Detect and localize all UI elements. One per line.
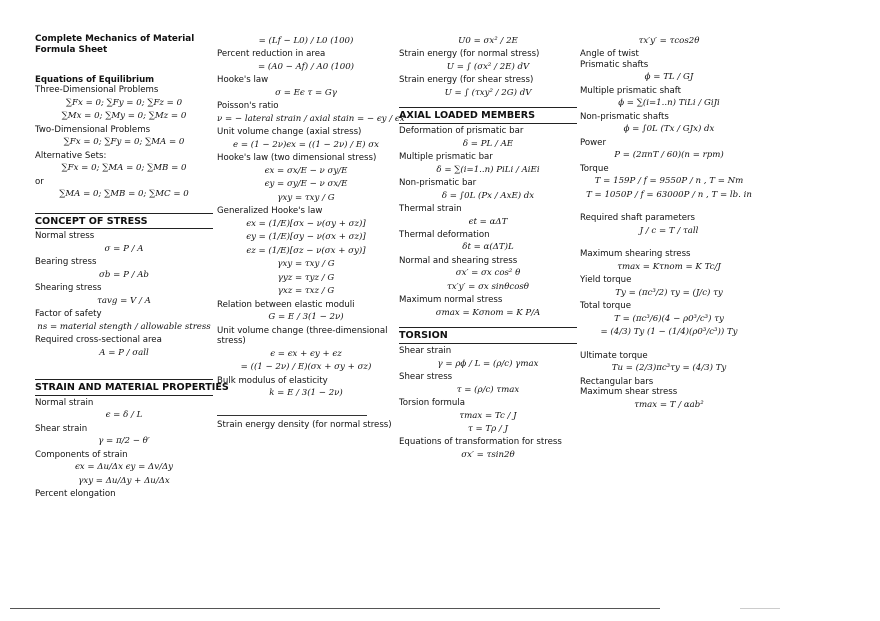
torsion-shear-stress-eq: τ = (ρ/c) τmax — [456, 384, 520, 395]
u0-eq: U0 = σx² / 2E — [458, 36, 518, 46]
column-3 — [399, 34, 577, 463]
deformation-label: Deformation of prismatic bar — [399, 126, 524, 137]
strain-properties-heading: STRAIN AND MATERIAL PROPERTIES — [35, 379, 213, 396]
generalized-eq-5: γyz = τyz / G — [277, 272, 335, 283]
deformation-eq: δ = PL / AE — [462, 138, 514, 149]
generalized-eq-3: ϵz = (1/E)[σz − ν(σx + σy)] — [246, 245, 366, 256]
ultimate-torque-eq: Tu = (2/3)πc³τy = (4/3) Ty — [611, 363, 727, 374]
total-torque-eq-1: T = (πc³/6)(4 − ρ0³/c³) τy — [614, 313, 724, 324]
factor-safety-label: Factor of safety — [35, 309, 102, 320]
multiple-prismatic-eq: δ = ∑(i=1..n) PiLi / AiEi — [436, 164, 540, 175]
components-label: Components of strain — [35, 449, 128, 460]
generalized-eq-4: γxy = τxy / G — [277, 259, 335, 270]
unit-volume-3d-label: Unit volume change (three-dimensional stress) — [217, 325, 388, 347]
strain-energy-shear-label: Strain energy (for shear stress) — [399, 75, 534, 86]
max-normal-label: Maximum normal stress — [399, 295, 503, 306]
multiple-prismatic-shaft-label: Multiple prismatic shaft — [580, 85, 682, 96]
hookes-2d-label: Hooke's law (two dimensional stress) — [217, 153, 377, 164]
alt-set-2-eq: ∑MA = 0; ∑MB = 0; ∑MC = 0 — [59, 189, 189, 200]
non-prismatic-label: Non-prismatic bar — [399, 178, 477, 189]
shearing-stress-eq: τavg = V / A — [97, 295, 151, 306]
normal-strain-eq: ϵ = δ / L — [105, 410, 143, 421]
torsion-heading: TORSION — [399, 327, 577, 344]
two-dim-label: Two-Dimensional Problems — [35, 124, 151, 135]
equilibrium-heading: Equations of Equilibrium — [35, 74, 155, 85]
hookes-2d-eq-3: γxy = τxy / G — [277, 192, 335, 203]
torque-label: Torque — [580, 163, 609, 174]
factor-safety-eq: ns = material stength / allowable stress — [37, 321, 211, 332]
alt-set-1-eq: ∑Fx = 0; ∑MA = 0; ∑MB = 0 — [61, 163, 187, 174]
unit-volume-3d-eq-1: ϵ = ϵx + ϵy + ϵz — [270, 348, 342, 359]
hookes-law-eq: σ = Eϵ τ = Gγ — [275, 87, 337, 98]
strain-energy-normal-eq: U = ∫ (σx² / 2E) dV — [446, 61, 530, 72]
components-eq-1: ϵx = Δu/Δx ϵy = Δv/Δy — [74, 462, 174, 473]
strain-energy-shear-eq: U = ∫ (τxy² / 2G) dV — [444, 87, 532, 98]
hookes-2d-eq-1: ϵx = σx/E − ν σy/E — [264, 165, 348, 176]
transformation-eq-2: τx′y′ = τcos2θ — [638, 36, 700, 46]
max-normal-eq: σmax = Kσnom = K P/A — [435, 307, 541, 318]
hookes-2d-eq-2: ϵy = σy/E − ν σx/E — [264, 179, 348, 190]
three-dim-forces-eq: ∑Fx = 0; ∑Fy = 0; ∑Fz = 0 — [65, 97, 183, 108]
power-label: Power — [580, 137, 606, 148]
total-torque-eq-2: = (4/3) Ty (1 − (1/4)(ρ0³/c³)) Ty — [600, 327, 738, 338]
or-label: or — [35, 176, 44, 187]
max-shear-stress-label: Maximum shear stress — [580, 387, 678, 398]
unit-volume-3d-eq-2: = ((1 − 2ν) / E)(σx + σy + σz) — [240, 362, 372, 373]
yield-torque-eq: Ty = (πc³/2) τy = (J/c) τy — [615, 287, 723, 298]
torsion-shear-strain-eq: γ = ρϕ / L = (ρ/c) γmax — [437, 358, 539, 369]
thermal-deformation-label: Thermal deformation — [399, 230, 490, 240]
generalized-eq-1: ϵx = (1/E)[σx − ν(σy + σz)] — [246, 218, 366, 229]
bearing-stress-eq: σb = P / Ab — [99, 269, 149, 280]
bulk-modulus-eq: k = E / 3(1 − 2ν) — [269, 388, 343, 399]
normal-shearing-eq-1: σx′ = σx cos² θ — [455, 268, 521, 279]
yield-torque-label: Yield torque — [580, 275, 632, 286]
normal-stress-eq: σ = P / A — [104, 243, 144, 254]
normal-shearing-eq-2: τx′y′ = σx sinθcosθ — [447, 281, 529, 292]
column-4 — [580, 34, 758, 413]
bearing-stress-label: Bearing stress — [35, 257, 97, 268]
multiple-prismatic-shaft-eq: ϕ = ∑(i=1..n) TiLi / GiJi — [618, 98, 720, 109]
percent-reduction-label: Percent reduction in area — [217, 49, 326, 60]
column-1 — [35, 34, 229, 500]
relation-moduli-eq: G = E / 3(1 − 2ν) — [268, 312, 344, 323]
generalized-hookes-label: Generalized Hooke's law — [217, 206, 323, 217]
total-torque-label: Total torque — [580, 301, 631, 312]
column-2 — [217, 34, 405, 430]
torsion-shear-stress-label: Shear stress — [399, 372, 453, 383]
transformation-eq: σx′ = τsin2θ — [461, 449, 515, 460]
shearing-stress-label: Shearing stress — [35, 283, 102, 294]
strain-energy-density-label: Strain energy density (for normal stress) — [217, 419, 392, 430]
three-dim-label: Three-Dimensional Problems — [35, 85, 159, 96]
shear-strain-eq: γ = π/2 − θ′ — [98, 436, 150, 447]
axial-loaded-heading: AXIAL LOADED MEMBERS — [399, 107, 577, 124]
shear-strain-label: Shear strain — [35, 423, 88, 434]
concept-of-stress-heading: CONCEPT OF STRESS — [35, 213, 213, 230]
bulk-modulus-label: Bulk modulus of elasticity — [217, 375, 328, 386]
non-prismatic-shafts-eq: ϕ = ∫0L (Tx / GJx) dx — [623, 124, 715, 135]
non-prismatic-shafts-label: Non-prismatic shafts — [580, 111, 669, 122]
components-eq-2: γxy = Δu/Δy + Δu/Δx — [78, 475, 170, 486]
strain-energy-normal-label: Strain energy (for normal stress) — [399, 49, 540, 60]
max-shearing-eq: τmax = Kτnom = K Tc/J — [617, 261, 721, 272]
torque-eq-1: T = 159P / f = 9550P / n , T = Nm — [594, 176, 744, 187]
prismatic-shafts-label: Prismatic shafts — [580, 59, 649, 70]
two-dim-eq: ∑Fx = 0; ∑Fy = 0; ∑MA = 0 — [63, 137, 185, 148]
req-area-label: Required cross-sectional area — [35, 335, 162, 346]
multiple-prismatic-label: Multiple prismatic bar — [399, 152, 493, 163]
unit-volume-label: Unit volume change (axial stress) — [217, 127, 362, 138]
torsion-shear-strain-label: Shear strain — [399, 346, 452, 357]
thermal-deformation-eq: δt = α(ΔT)L — [462, 242, 514, 253]
thermal-strain-label: Thermal strain — [399, 204, 462, 215]
normal-strain-label: Normal strain — [35, 397, 94, 408]
unit-volume-eq: e = (1 − 2ν)ϵx = ((1 − 2ν) / E) σx — [233, 139, 379, 150]
non-prismatic-eq: δ = ∫0L (Px / AxE) dx — [441, 190, 535, 201]
rectangular-bars-label: Rectangular bars — [580, 376, 654, 387]
transformation-label: Equations of transformation for stress — [399, 437, 562, 448]
ultimate-torque-label: Ultimate torque — [580, 350, 648, 361]
alt-sets-label: Alternative Sets: — [35, 150, 107, 161]
power-eq: P = (2πnT / 60)(n = rpm) — [614, 150, 724, 161]
generalized-eq-2: ϵy = (1/E)[σy − ν(σx + σz)] — [246, 232, 366, 243]
generalized-eq-6: γxz = τxz / G — [277, 286, 335, 297]
max-shearing-label: Maximum shearing stress — [580, 249, 691, 260]
prismatic-shafts-eq: ϕ = TL / GJ — [644, 72, 694, 83]
thermal-strain-eq: ϵt = αΔT — [468, 216, 508, 227]
relation-moduli-label: Relation between elastic moduli — [217, 299, 355, 310]
poissons-ratio-eq: ν = − lateral strain / axial stain = − ϵy / ϵx — [217, 113, 405, 124]
elongation-eq: = (Lf − L0) / L0 (100) — [258, 36, 354, 46]
req-area-eq: A = P / σall — [99, 347, 149, 358]
three-dim-moments-eq: ∑Mx = 0; ∑My = 0; ∑Mz = 0 — [61, 111, 187, 122]
required-shaft-label: Required shaft parameters — [580, 213, 695, 224]
torque-eq-2: T = 1050P / f = 63000P / n , T = lb. in — [586, 189, 752, 200]
normal-shearing-label: Normal and shearing stress — [399, 255, 518, 266]
angle-of-twist-label: Angle of twist — [580, 49, 639, 60]
max-shear-stress-eq: τmax = T / αab² — [634, 399, 704, 410]
torsion-formula-eq-1: τmax = Tc / J — [459, 410, 517, 421]
reduction-eq: = (A0 − Af) / A0 (100) — [257, 61, 355, 72]
torsion-formula-eq-2: τ = Tρ / J — [467, 424, 508, 434]
document-title: Complete Mechanics of Material Formula Sheet — [35, 34, 195, 56]
footer-rule-right — [740, 608, 780, 609]
poissons-ratio-label: Poisson's ratio — [217, 101, 279, 112]
percent-elongation-label: Percent elongation — [35, 489, 116, 500]
required-shaft-eq: J / c = T / τall — [639, 225, 699, 236]
torsion-formula-label: Torsion formula — [399, 398, 466, 409]
footer-rule — [10, 608, 660, 609]
normal-stress-label: Normal stress — [35, 231, 95, 242]
hookes-law-label: Hooke's law — [217, 75, 269, 86]
